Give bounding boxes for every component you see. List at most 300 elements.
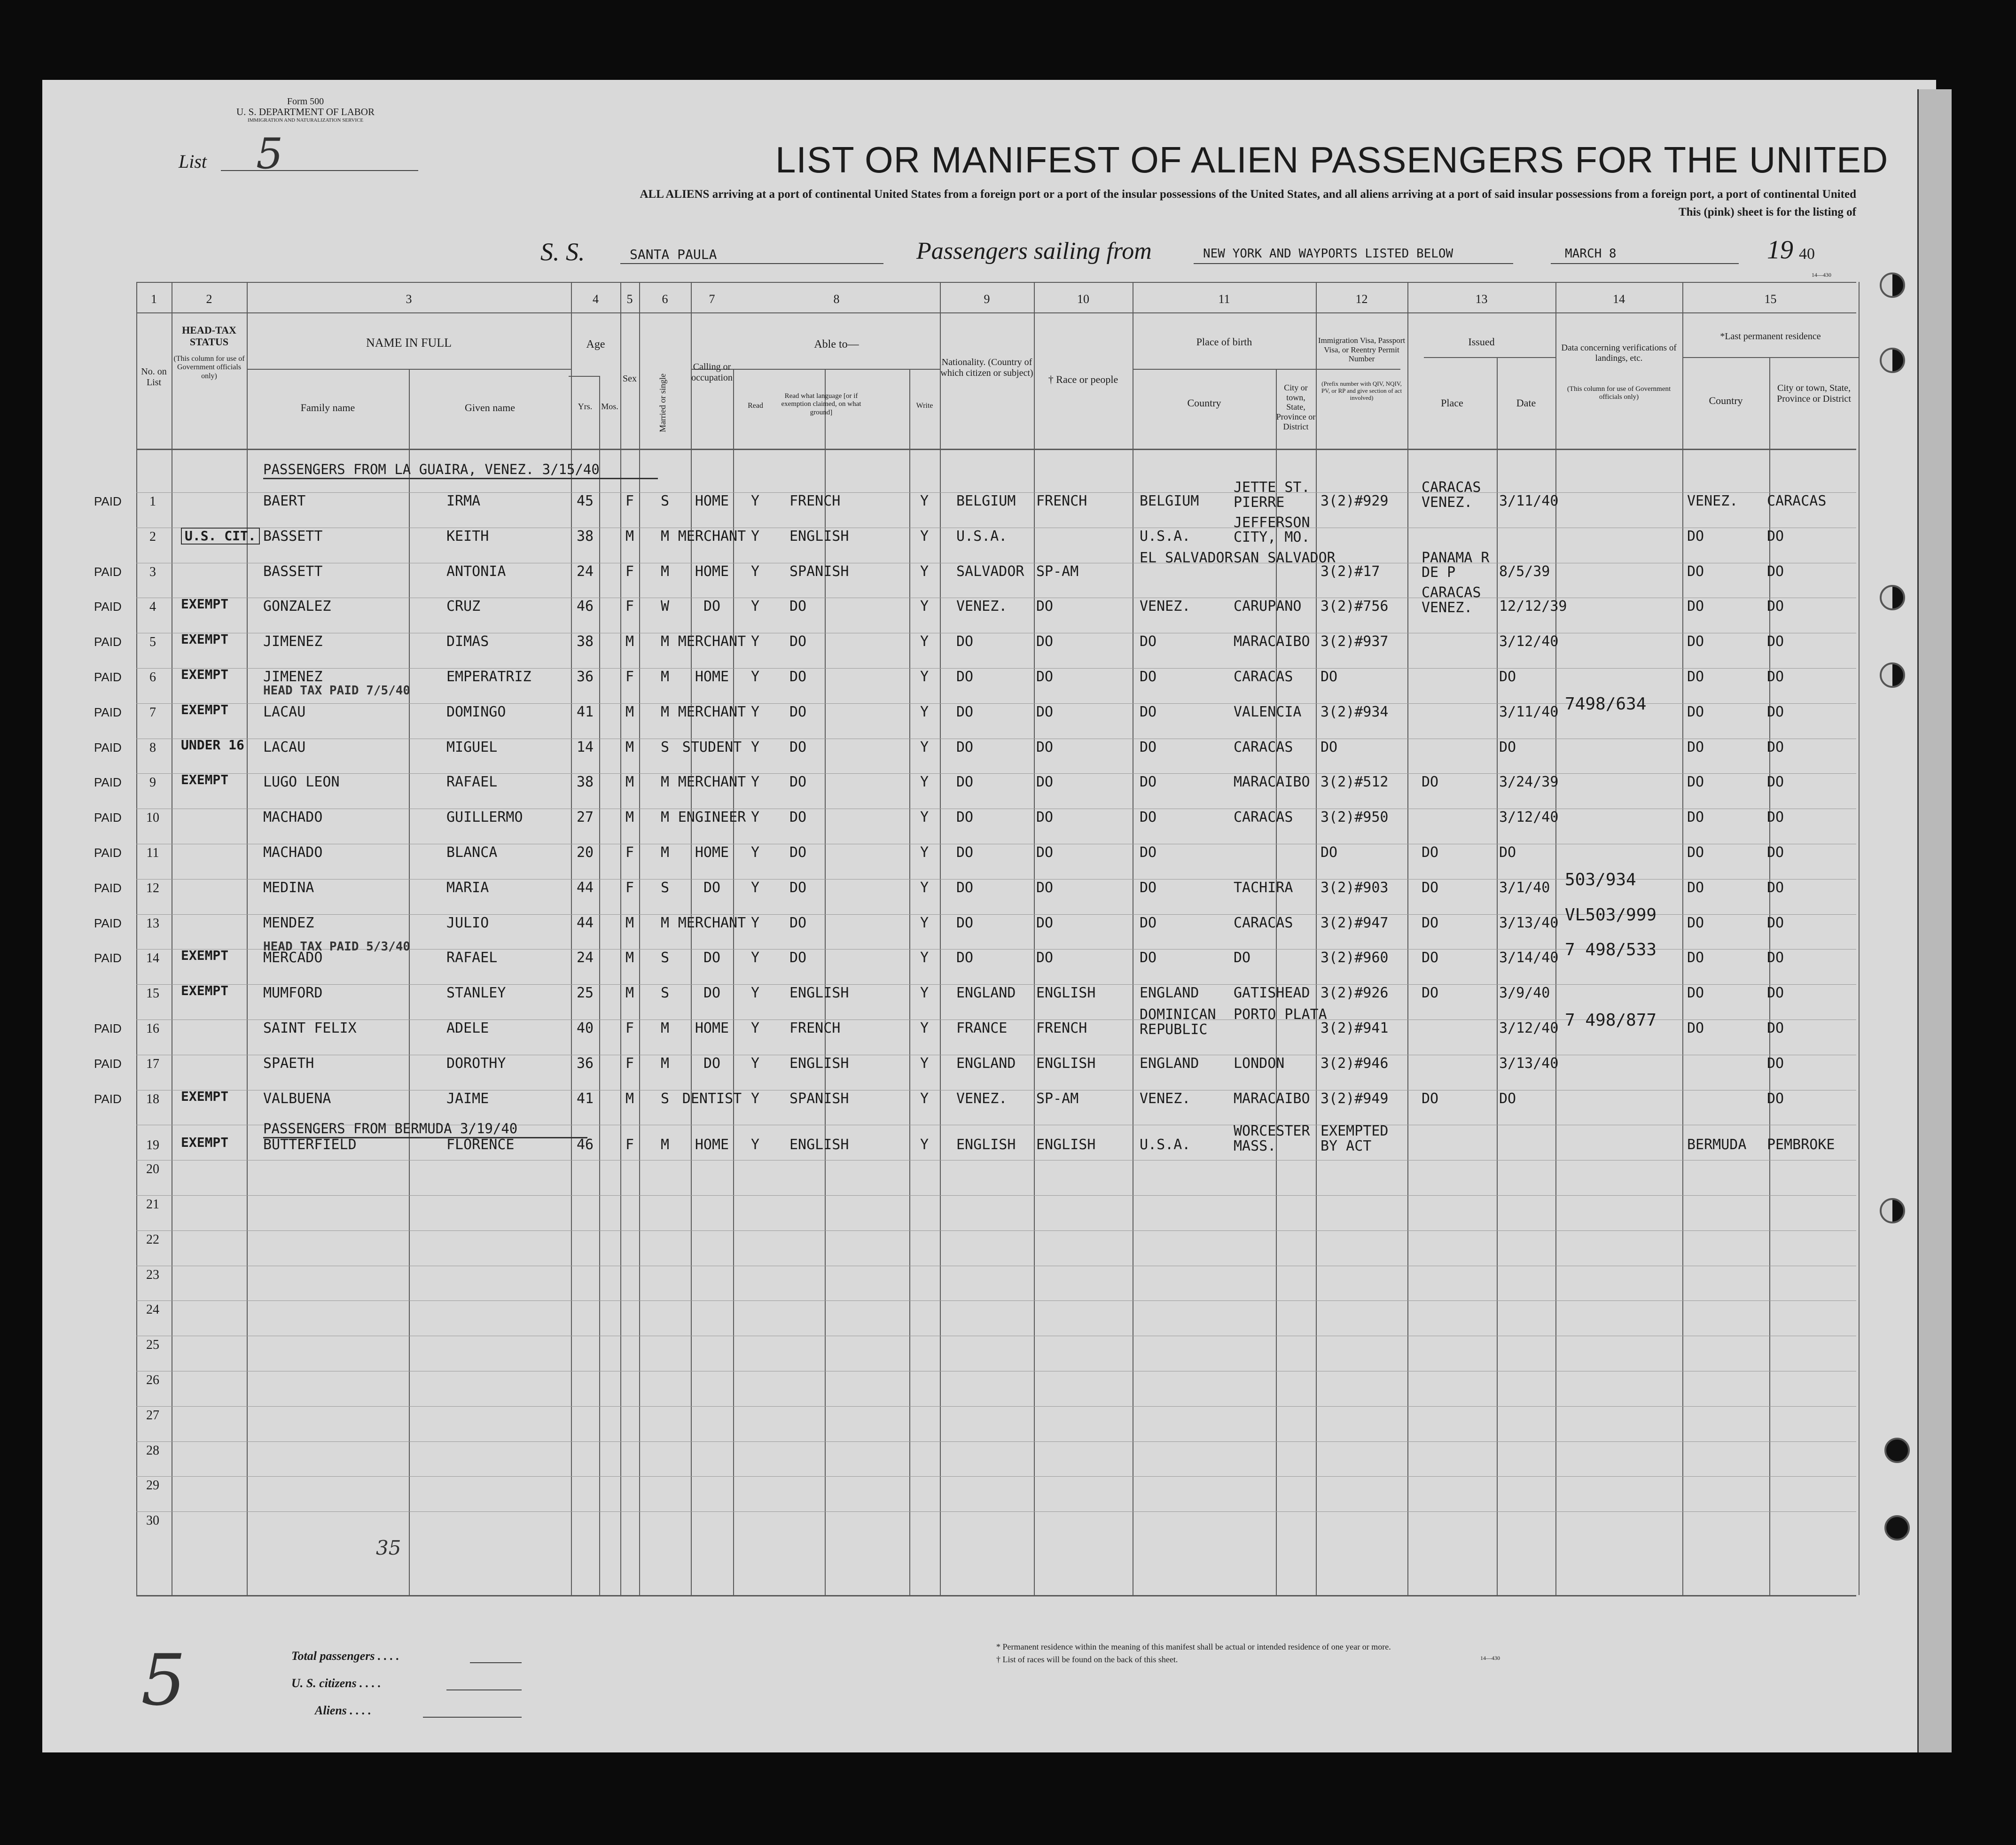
- occupation: STUDENT: [682, 739, 742, 755]
- header-residence-country: Country: [1709, 395, 1743, 406]
- visa-number: 3(2)#947: [1321, 914, 1389, 931]
- issued-date: DO: [1499, 844, 1516, 861]
- birth-city: WORCESTER MASS.: [1234, 1123, 1310, 1154]
- issued-date: 3/12/40: [1499, 1020, 1559, 1036]
- birth-country: DO: [1140, 844, 1157, 861]
- race: DO: [1036, 844, 1054, 861]
- aliens-line: [423, 1717, 522, 1718]
- can-read: Y: [750, 1020, 760, 1036]
- column-rule: [825, 369, 826, 1595]
- column-number-9: 9: [984, 292, 990, 306]
- nationality: SALVADOR: [956, 563, 1024, 580]
- occupation: HOME: [695, 669, 729, 685]
- row-rule: [136, 668, 1856, 669]
- age-years: 44: [576, 914, 594, 931]
- marital-status: M: [660, 1020, 670, 1036]
- marital-status: W: [660, 598, 670, 615]
- column-rule: [1034, 282, 1035, 1595]
- header-issued-date: Date: [1516, 397, 1536, 409]
- row-number: 28: [146, 1443, 159, 1458]
- residence-city: DO: [1767, 669, 1784, 685]
- birth-city: CARACAS: [1234, 739, 1293, 755]
- birth-country: DOMINICAN REPUBLIC: [1140, 1006, 1216, 1038]
- birth-city: PORTO PLATA: [1234, 1006, 1327, 1023]
- residence-country: BERMUDA: [1687, 1137, 1747, 1153]
- header-name-in-full: NAME IN FULL: [366, 336, 452, 350]
- paid-mark: PAID: [94, 494, 122, 508]
- can-write: Y: [920, 633, 929, 650]
- row-number: 19: [146, 1138, 159, 1152]
- subheader-divider: [1133, 369, 1400, 370]
- residence-country: DO: [1687, 985, 1704, 1002]
- family-name: LUGO LEON: [263, 774, 340, 791]
- sex: F: [625, 669, 634, 685]
- age-years: 36: [576, 1055, 594, 1072]
- given-name: KEITH: [446, 528, 489, 545]
- visa-number: 3(2)#946: [1321, 1055, 1389, 1072]
- residence-country: DO: [1687, 739, 1704, 755]
- column-number-7: 7: [709, 292, 715, 306]
- binder-hole-bottom-2: [1884, 1515, 1910, 1541]
- can-read: Y: [750, 985, 760, 1002]
- header-place-of-birth: Place of birth: [1196, 336, 1252, 348]
- nationality: ENGLAND: [956, 985, 1016, 1002]
- column-number-6: 6: [662, 292, 668, 306]
- paid-mark: PAID: [94, 1056, 122, 1071]
- family-name: MENDEZ: [263, 914, 314, 931]
- birth-country: BELGIUM: [1140, 493, 1199, 509]
- family-name: MACHADO: [263, 809, 323, 826]
- header-head-tax-status: HEAD-TAX STATUS: [182, 324, 236, 348]
- can-read: Y: [750, 879, 760, 896]
- issued-date: DO: [1499, 669, 1516, 685]
- can-write: Y: [920, 703, 929, 720]
- marital-status: M: [660, 633, 670, 650]
- row-number: 30: [146, 1513, 159, 1528]
- row-number: 25: [146, 1338, 159, 1353]
- form-code: 14—430: [1812, 272, 1831, 278]
- nationality: DO: [956, 809, 974, 826]
- sex: M: [625, 914, 634, 931]
- issued-date: 3/1/40: [1499, 879, 1550, 896]
- birth-city: JETTE ST. PIERRE: [1234, 479, 1310, 511]
- can-write: Y: [920, 1137, 929, 1153]
- marital-status: M: [660, 563, 670, 580]
- birth-city: MARACAIBO: [1234, 774, 1310, 791]
- birth-city: CARACAS: [1234, 914, 1293, 931]
- row-number: 27: [146, 1408, 159, 1423]
- read-language: DO: [789, 844, 807, 861]
- read-language: DO: [789, 598, 807, 615]
- age-years: 38: [576, 528, 594, 545]
- race: DO: [1036, 598, 1054, 615]
- can-read: Y: [750, 914, 760, 931]
- read-language: DO: [789, 703, 807, 720]
- column-rule: [1407, 282, 1408, 1595]
- given-name: JAIME: [446, 1090, 489, 1107]
- column-number-12: 12: [1355, 292, 1368, 306]
- family-name: BAERT: [263, 493, 306, 509]
- sex: M: [625, 774, 634, 791]
- issued-date: 3/24/39: [1499, 774, 1559, 791]
- birth-country: U.S.A.: [1140, 1137, 1191, 1153]
- row-number: 5: [149, 635, 156, 650]
- sex: F: [625, 844, 634, 861]
- birth-country: DO: [1140, 669, 1157, 685]
- header-birth-country: Country: [1187, 397, 1221, 409]
- given-name: GUILLERMO: [446, 809, 523, 826]
- aliens-label: Aliens . . . .: [315, 1704, 371, 1717]
- issued-place: CARACAS VENEZ.: [1422, 479, 1481, 511]
- subheader-divider: [1424, 357, 1555, 358]
- row-number: 24: [146, 1302, 159, 1317]
- nationality: U.S.A.: [956, 528, 1008, 545]
- race: FRENCH: [1036, 1020, 1087, 1036]
- row-rule: [136, 1195, 1856, 1196]
- residence-country: VENEZ.: [1687, 493, 1738, 509]
- read-language: ENGLISH: [789, 985, 849, 1002]
- race: DO: [1036, 633, 1054, 650]
- nationality: BELGIUM: [956, 493, 1016, 509]
- paid-mark: PAID: [94, 740, 122, 755]
- given-name: CRUZ: [446, 598, 481, 615]
- given-name: MARIA: [446, 879, 489, 896]
- issued-date: 3/11/40: [1499, 493, 1559, 509]
- issued-date: 3/9/40: [1499, 985, 1550, 1002]
- residence-country: DO: [1687, 528, 1704, 545]
- birth-city: VALENCIA: [1234, 703, 1302, 720]
- row-number: 12: [146, 880, 159, 895]
- marital-status: S: [660, 950, 670, 966]
- sex: M: [625, 809, 634, 826]
- residence-city: DO: [1767, 774, 1784, 791]
- residence-country: DO: [1687, 774, 1704, 791]
- visa-number: 3(2)#960: [1321, 950, 1389, 966]
- nationality: DO: [956, 914, 974, 931]
- occupation: MERCHANT: [678, 528, 746, 545]
- visa-number: DO: [1321, 844, 1338, 861]
- read-language: FRENCH: [789, 1020, 841, 1036]
- residence-country: DO: [1687, 1020, 1704, 1036]
- given-name: RAFAEL: [446, 774, 498, 791]
- age-years: 41: [576, 703, 594, 720]
- nationality: VENEZ.: [956, 598, 1008, 615]
- residence-city: DO: [1767, 598, 1784, 615]
- marital-status: S: [660, 879, 670, 896]
- column-rule: [1555, 282, 1556, 1595]
- sex: M: [625, 703, 634, 720]
- sailing-underline: [1194, 263, 1513, 264]
- header-read: Read: [748, 402, 763, 410]
- row-number: 6: [149, 670, 156, 685]
- marital-status: M: [660, 914, 670, 931]
- page-edge: [1917, 89, 1952, 1752]
- margin-number: 5: [141, 1640, 186, 1721]
- column-rule: [409, 369, 410, 1595]
- issued-place: DO: [1422, 1090, 1439, 1107]
- paid-mark: PAID: [94, 564, 122, 579]
- total-passengers-label: Total passengers . . . .: [291, 1649, 399, 1663]
- residence-city: DO: [1767, 809, 1784, 826]
- nationality: DO: [956, 844, 974, 861]
- occupation: HOME: [695, 493, 729, 509]
- sex: F: [625, 598, 634, 615]
- visa-number: 3(2)#950: [1321, 809, 1389, 826]
- sex: M: [625, 950, 634, 966]
- total-passengers-line: [470, 1662, 522, 1663]
- header-calling-occupation: Calling or occupation: [691, 362, 733, 383]
- family-name: MERCADO: [263, 950, 323, 966]
- age-years: 38: [576, 633, 594, 650]
- race: DO: [1036, 703, 1054, 720]
- paid-mark: PAID: [94, 775, 122, 790]
- year-prefix: 19: [1767, 235, 1793, 265]
- paid-mark: PAID: [94, 1021, 122, 1035]
- occupation: HOME: [695, 563, 729, 580]
- issued-date: 3/12/40: [1499, 633, 1559, 650]
- read-language: SPANISH: [789, 563, 849, 580]
- can-read: Y: [750, 809, 760, 826]
- ss-label: S. S.: [540, 238, 585, 266]
- family-name: BASSETT: [263, 563, 323, 580]
- race: DO: [1036, 669, 1054, 685]
- row-rule: [136, 1441, 1856, 1442]
- column-rule: [1859, 282, 1860, 1595]
- age-years: 46: [576, 1137, 594, 1153]
- birth-country: ENGLAND: [1140, 985, 1199, 1002]
- row-number: 10: [146, 810, 159, 825]
- birth-country: DO: [1140, 739, 1157, 755]
- binder-hole-mid-1: [1880, 585, 1905, 610]
- column-rule: [909, 369, 910, 1595]
- sailing-date: MARCH 8: [1565, 247, 1617, 261]
- issued-place: DO: [1422, 950, 1439, 966]
- nationality: DO: [956, 879, 974, 896]
- issued-date: 3/12/40: [1499, 809, 1559, 826]
- race: ENGLISH: [1036, 1055, 1096, 1072]
- read-language: FRENCH: [789, 493, 841, 509]
- header-birth-city: City or town, State, Province or District: [1276, 383, 1316, 431]
- header-no-on-list: No. on List: [141, 366, 167, 388]
- occupation: MERCHANT: [678, 914, 746, 931]
- list-underline: [221, 170, 418, 171]
- residence-country: DO: [1687, 914, 1704, 931]
- binder-hole-top-1: [1880, 272, 1905, 298]
- header-married-or-single: Married or single: [658, 374, 667, 432]
- issued-place: CARACAS VENEZ.: [1422, 584, 1481, 616]
- occupation: ENGINEER: [678, 809, 746, 826]
- row-number: 3: [149, 564, 156, 579]
- sex: F: [625, 1020, 634, 1036]
- family-name: JIMENEZ: [263, 669, 323, 685]
- residence-country: DO: [1687, 844, 1704, 861]
- can-read: Y: [750, 774, 760, 791]
- race: DO: [1036, 914, 1054, 931]
- residence-country: DO: [1687, 598, 1704, 615]
- row-number: 1: [149, 494, 156, 509]
- landing-verification: VL503/999: [1565, 905, 1657, 925]
- occupation: MERCHANT: [678, 774, 746, 791]
- row-number: 14: [146, 951, 159, 966]
- header-last-residence: *Last permanent residence: [1720, 331, 1821, 342]
- header-landing-note: (This column for use of Government officials only): [1567, 385, 1671, 401]
- head-tax-status: EXEMPT: [181, 596, 229, 612]
- issued-place: DO: [1422, 879, 1439, 896]
- can-read: Y: [750, 598, 760, 615]
- can-read: Y: [750, 950, 760, 966]
- given-name: BLANCA: [446, 844, 498, 861]
- nationality: DO: [956, 633, 974, 650]
- row-number: 7: [149, 705, 156, 720]
- birth-city: JEFFERSON CITY, MO.: [1234, 514, 1310, 546]
- age-years: 41: [576, 1090, 594, 1107]
- visa-number: 3(2)#17: [1321, 563, 1380, 580]
- sex: F: [625, 1055, 634, 1072]
- given-name: FLORENCE: [446, 1137, 515, 1153]
- marital-status: M: [660, 844, 670, 861]
- residence-city: DO: [1767, 950, 1784, 966]
- residence-country: DO: [1687, 809, 1704, 826]
- can-write: Y: [920, 563, 929, 580]
- race: ENGLISH: [1036, 1137, 1096, 1153]
- read-language: ENGLISH: [789, 1055, 849, 1072]
- row-number: 20: [146, 1162, 159, 1177]
- issued-date: 3/14/40: [1499, 950, 1559, 966]
- given-name: ANTONIA: [446, 563, 506, 580]
- list-label: List: [179, 151, 207, 172]
- age-years: 27: [576, 809, 594, 826]
- us-citizens-label: U. S. citizens . . . .: [291, 1676, 381, 1690]
- age-years: 36: [576, 669, 594, 685]
- read-language: DO: [789, 633, 807, 650]
- residence-country: DO: [1687, 703, 1704, 720]
- footnote-residence: * Permanent residence within the meaning of this manifest shall be actual or intended residence of one year or more.: [996, 1642, 1391, 1651]
- paid-mark: PAID: [94, 599, 122, 614]
- family-name: VALBUENA: [263, 1090, 331, 1107]
- column-rule: [599, 376, 600, 1595]
- issued-date: 8/5/39: [1499, 563, 1550, 580]
- residence-city: DO: [1767, 985, 1784, 1002]
- residence-city: DO: [1767, 528, 1784, 545]
- birth-city: SAN SALVADOR: [1234, 549, 1336, 566]
- sailing-from: NEW YORK AND WAYPORTS LISTED BELOW: [1203, 247, 1453, 261]
- given-name: MIGUEL: [446, 739, 498, 755]
- can-read: Y: [750, 1055, 760, 1072]
- birth-country: DO: [1140, 774, 1157, 791]
- birth-country: DO: [1140, 703, 1157, 720]
- column-number-4: 4: [593, 292, 599, 306]
- can-read: Y: [750, 669, 760, 685]
- birth-city: LONDON: [1234, 1055, 1285, 1072]
- age-years: 45: [576, 493, 594, 509]
- marital-status: M: [660, 703, 670, 720]
- residence-city: DO: [1767, 563, 1784, 580]
- residence-city: DO: [1767, 1020, 1784, 1036]
- read-language: DO: [789, 809, 807, 826]
- residence-city: DO: [1767, 844, 1784, 861]
- row-rule: [136, 1511, 1856, 1512]
- row-number: 22: [146, 1232, 159, 1247]
- read-language: DO: [789, 914, 807, 931]
- residence-country: DO: [1687, 669, 1704, 685]
- subheader-divider: [569, 376, 599, 377]
- head-tax-status: U.S. CIT.: [181, 528, 260, 545]
- nationality: DO: [956, 774, 974, 791]
- row-number: 17: [146, 1056, 159, 1071]
- can-write: Y: [920, 914, 929, 931]
- occupation: DO: [703, 598, 721, 615]
- marital-status: M: [660, 669, 670, 685]
- row-rule: [136, 1406, 1856, 1407]
- head-tax-status: EXEMPT: [181, 948, 229, 964]
- given-name: DIMAS: [446, 633, 489, 650]
- marital-status: S: [660, 1090, 670, 1107]
- visa-number: DO: [1321, 669, 1338, 685]
- can-write: Y: [920, 879, 929, 896]
- age-years: 25: [576, 985, 594, 1002]
- age-years: 24: [576, 950, 594, 966]
- issued-place: DO: [1422, 914, 1439, 931]
- birth-country: DO: [1140, 914, 1157, 931]
- birth-country: DO: [1140, 879, 1157, 896]
- read-language: DO: [789, 879, 807, 896]
- row-number: 15: [146, 986, 159, 1001]
- header-age: Age: [586, 338, 605, 350]
- can-read: Y: [750, 633, 760, 650]
- row-number: 26: [146, 1373, 159, 1387]
- us-citizens-line: [446, 1689, 522, 1690]
- birth-country: DO: [1140, 950, 1157, 966]
- family-name: SPAETH: [263, 1055, 314, 1072]
- head-tax-status: EXEMPT: [181, 772, 229, 788]
- table-bottom-border: [136, 1595, 1856, 1596]
- race: FRENCH: [1036, 493, 1087, 509]
- subheader-divider: [1682, 357, 1859, 358]
- family-name: MEDINA: [263, 879, 314, 896]
- visa-number: 3(2)#937: [1321, 633, 1389, 650]
- column-rule: [247, 282, 248, 1595]
- header-issued: Issued: [1468, 336, 1495, 348]
- occupation: DENTIST: [682, 1090, 742, 1107]
- head-tax-paid-row-14: HEAD TAX PAID 5/3/40: [263, 940, 411, 954]
- age-years: 38: [576, 774, 594, 791]
- family-name: BASSETT: [263, 528, 323, 545]
- row-number: 18: [146, 1091, 159, 1106]
- nationality: FRANCE: [956, 1020, 1008, 1036]
- can-write: Y: [920, 985, 929, 1002]
- residence-city: DO: [1767, 703, 1784, 720]
- birth-city: CARACAS: [1234, 669, 1293, 685]
- can-read: Y: [750, 563, 760, 580]
- race: DO: [1036, 739, 1054, 755]
- row-number: 16: [146, 1021, 159, 1036]
- sex: M: [625, 528, 634, 545]
- row-rule: [136, 1300, 1856, 1301]
- column-number-1: 1: [151, 292, 157, 306]
- column-number-10: 10: [1077, 292, 1089, 306]
- family-name: BUTTERFIELD: [263, 1137, 357, 1153]
- visa-number: 3(2)#903: [1321, 879, 1389, 896]
- header-head-tax-note: (This column for use of Government officials only): [173, 355, 245, 380]
- column-number-3: 3: [406, 292, 412, 306]
- residence-city: DO: [1767, 1055, 1784, 1072]
- paid-mark: PAID: [94, 951, 122, 965]
- binder-hole-mid-2: [1880, 662, 1905, 688]
- visa-number: 3(2)#934: [1321, 703, 1389, 720]
- read-language: ENGLISH: [789, 528, 849, 545]
- form-number: Form 500: [287, 96, 324, 107]
- form-header: [235, 96, 376, 123]
